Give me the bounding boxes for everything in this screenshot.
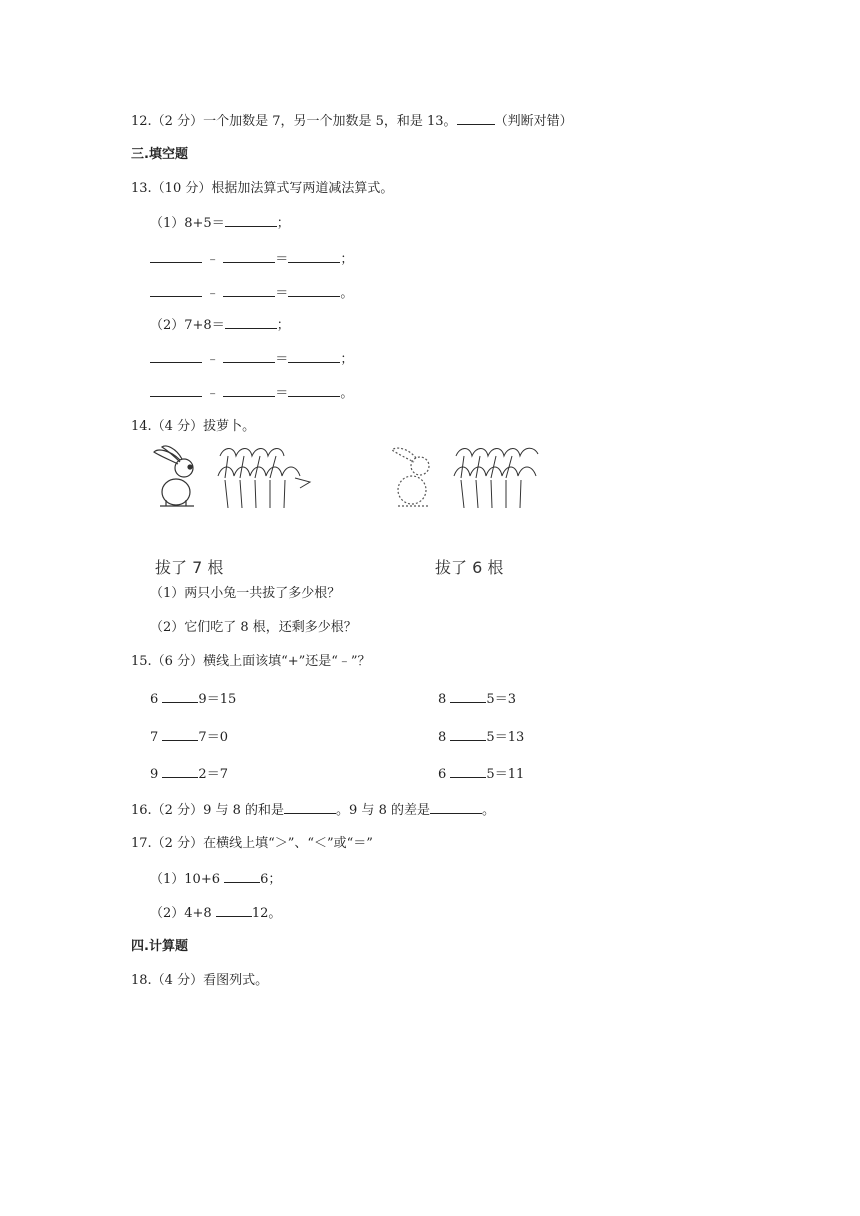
q13-p1-eq2	[150, 284, 353, 303]
equals-sign: ＝	[275, 286, 289, 301]
q13-p2-eq2	[150, 384, 353, 403]
answer-blank[interactable]	[150, 284, 202, 297]
answer-blank[interactable]	[150, 250, 202, 263]
carrot-bunch-icon	[454, 448, 538, 508]
punct: ；	[340, 252, 354, 267]
answer-blank[interactable]	[223, 350, 275, 363]
answer-blank[interactable]	[284, 801, 336, 814]
punct: 。	[340, 386, 354, 401]
equals-sign: ＝	[275, 386, 289, 401]
answer-blank[interactable]	[150, 384, 202, 397]
punct: ；	[276, 216, 290, 231]
rabbit-carrots-illustration-right	[386, 442, 551, 514]
q15-item-6: 6 5＝11	[438, 767, 525, 782]
q13-p1-label: （1）8+5＝	[150, 216, 225, 231]
answer-blank[interactable]	[150, 350, 202, 363]
answer-blank[interactable]	[288, 250, 340, 263]
question-12	[131, 112, 573, 131]
q17-part1: （1）10+6 6；	[150, 872, 282, 887]
rabbit-icon	[392, 448, 429, 506]
q13-part2	[150, 316, 290, 335]
answer-blank[interactable]	[223, 284, 275, 297]
answer-blank[interactable]	[450, 690, 486, 703]
rabbit-icon	[154, 446, 194, 506]
q15-item-2: 8 5＝3	[438, 692, 516, 707]
answer-blank[interactable]	[450, 728, 486, 741]
answer-blank[interactable]	[288, 384, 340, 397]
q15-item-5: 9 2＝7	[150, 767, 228, 782]
q14-part1: （1）两只小兔一共拔了多少根？	[150, 586, 341, 601]
rabbit-carrots-illustration-left	[150, 442, 315, 514]
answer-blank[interactable]	[457, 112, 495, 125]
minus-sign: ﹣	[206, 252, 220, 267]
answer-blank[interactable]	[223, 384, 275, 397]
answer-blank[interactable]	[225, 214, 277, 227]
q12-text: 12.（2 分）一个加数是 7，另一个加数是 5，和是 13。	[131, 114, 457, 129]
equals-sign: ＝	[275, 252, 289, 267]
answer-blank[interactable]	[450, 765, 486, 778]
caption-left: 拔了 7 根	[155, 558, 224, 577]
answer-blank[interactable]	[162, 728, 198, 741]
q13-p1-eq1	[150, 250, 353, 269]
q17-part2: （2）4+8 12。	[150, 906, 282, 921]
section-3-title: 三.填空题	[131, 147, 188, 162]
question-17: 17.（2 分）在横线上填“＞”、“＜”或“＝”	[131, 836, 373, 851]
q13-part1	[150, 214, 290, 233]
q12-tail: （判断对错）	[494, 114, 573, 129]
answer-blank[interactable]	[288, 350, 340, 363]
q15-item-4: 8 5＝13	[438, 730, 525, 745]
answer-blank[interactable]	[430, 801, 482, 814]
answer-blank[interactable]	[216, 904, 252, 917]
carrot-bunch-icon	[218, 449, 310, 509]
punct: ；	[340, 352, 354, 367]
punct: 。	[340, 286, 354, 301]
answer-blank[interactable]	[224, 870, 260, 883]
punct: ；	[276, 318, 290, 333]
q15-item-1: 6 9＝15	[150, 692, 237, 707]
q13-p2-eq1	[150, 350, 353, 369]
answer-blank[interactable]	[288, 284, 340, 297]
question-15: 15.（6 分）横线上面该填“+”还是“﹣”？	[131, 654, 371, 669]
question-14: 14.（4 分）拔萝卜。	[131, 419, 256, 434]
equals-sign: ＝	[275, 352, 289, 367]
section-4-title: 四.计算题	[131, 939, 188, 954]
q13-p2-label: （2）7+8＝	[150, 318, 225, 333]
answer-blank[interactable]	[162, 765, 198, 778]
question-13: 13.（10 分）根据加法算式写两道减法算式。	[131, 181, 394, 196]
q14-part2: （2）它们吃了 8 根，还剩多少根？	[150, 620, 357, 635]
q15-item-3: 7 7＝0	[150, 730, 228, 745]
question-18: 18.（4 分）看图列式。	[131, 973, 269, 988]
question-16: 16.（2 分）9 与 8 的和是 。9 与 8 的差是 。	[131, 803, 495, 818]
caption-right: 拔了 6 根	[435, 558, 504, 577]
minus-sign: ﹣	[206, 386, 220, 401]
minus-sign: ﹣	[206, 352, 220, 367]
answer-blank[interactable]	[223, 250, 275, 263]
minus-sign: ﹣	[206, 286, 220, 301]
answer-blank[interactable]	[225, 316, 277, 329]
answer-blank[interactable]	[162, 690, 198, 703]
